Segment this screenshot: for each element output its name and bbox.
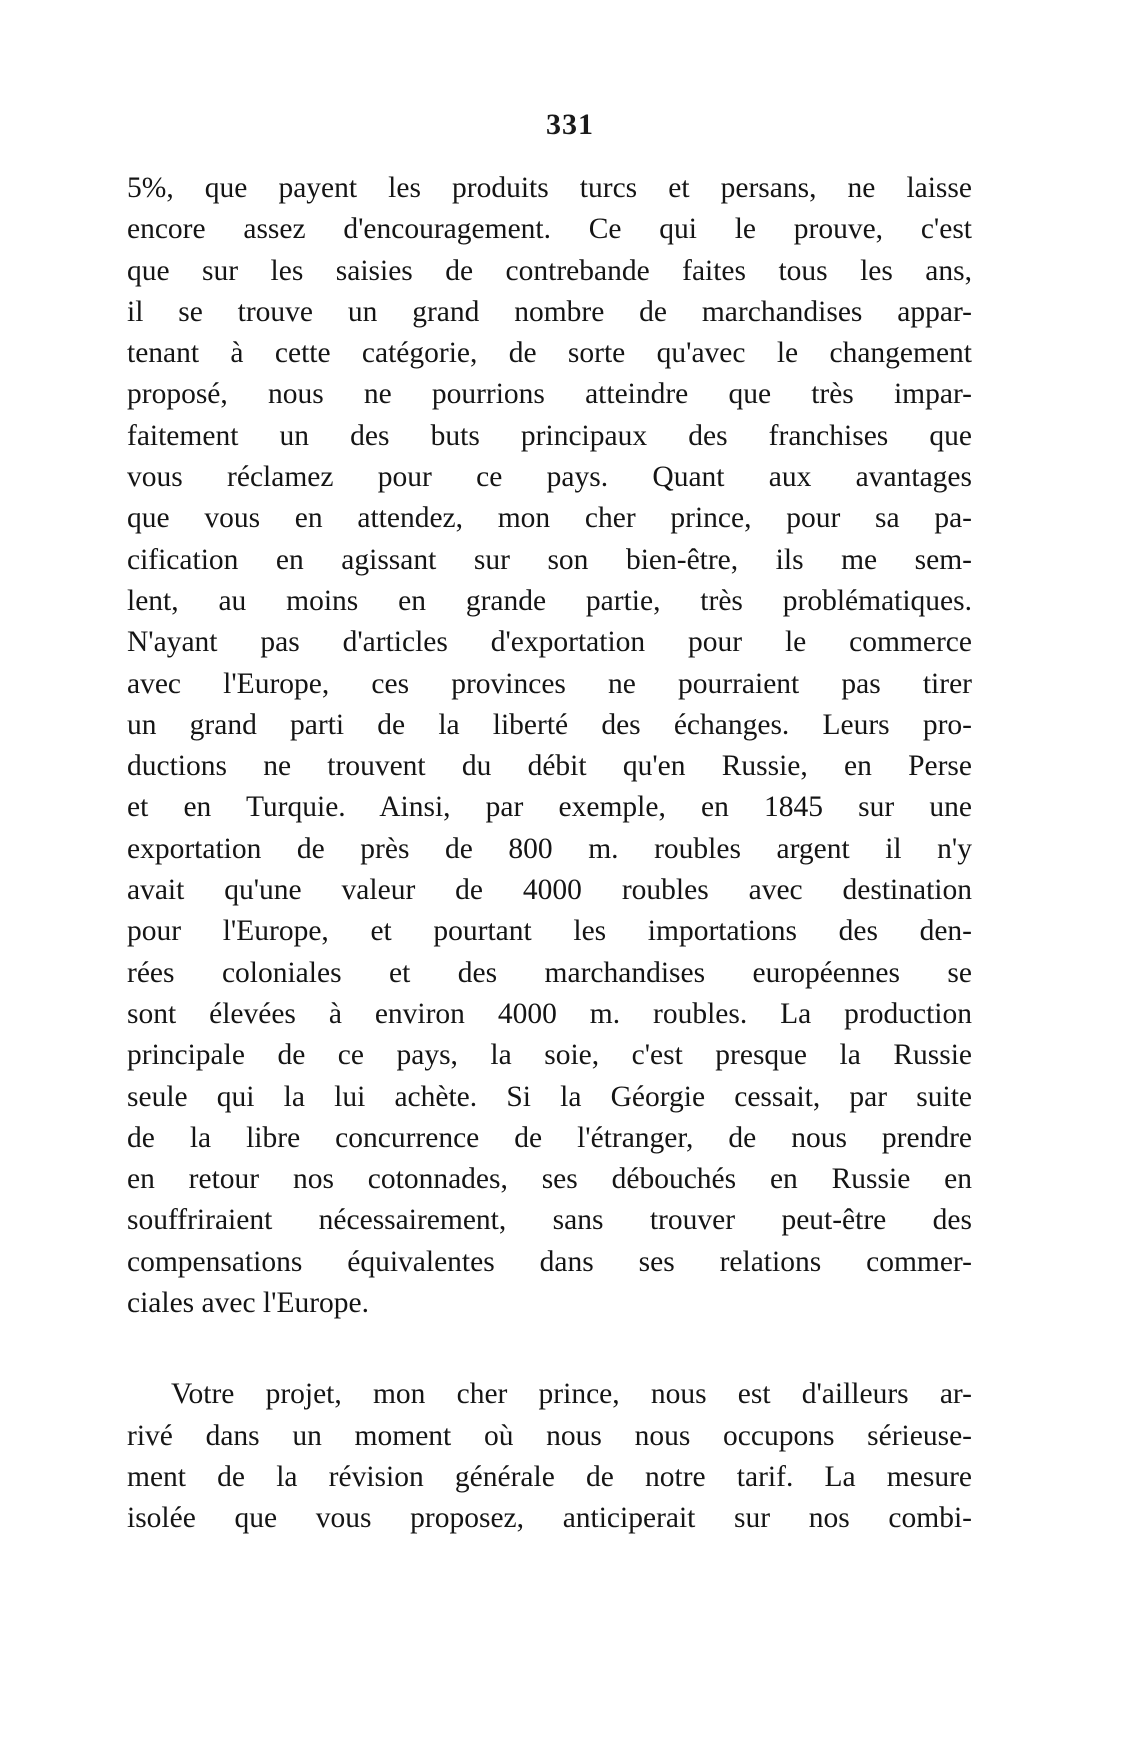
text-line: isolée que vous proposez, anticiperait sur nos combi-	[127, 1502, 972, 1535]
text-line: N'ayant pas d'articles d'exportation pour le commerce	[127, 626, 972, 659]
body-text	[127, 168, 972, 1540]
text-line: cification en agissant sur son bien-être, ils me sem-	[127, 543, 972, 576]
text-line: avait qu'une valeur de 4000 roubles avec destination	[127, 874, 972, 907]
text-line: 5%, que payent les produits turcs et persans, ne laisse	[127, 172, 972, 204]
text-line: que sur les saisies de contrebande faites tous les ans,	[127, 254, 972, 287]
text-line: vous réclamez pour ce pays. Quant aux avantages	[127, 461, 972, 494]
text-line: que vous en attendez, mon cher prince, pour sa pa-	[127, 502, 972, 535]
text-line: principale de ce pays, la soie, c'est presque la Russie	[127, 1039, 972, 1072]
text-line: proposé, nous ne pourrions atteindre que très impar-	[127, 378, 972, 411]
text-line: rivé dans un moment où nous nous occupons sérieuse-	[127, 1419, 972, 1452]
text-line: sont élevées à environ 4000 m. roubles. La production	[127, 997, 972, 1030]
text-line: souffriraient nécessairement, sans trouver peut-être des	[127, 1204, 972, 1237]
text-line: compensations équivalentes dans ses relations commer-	[127, 1245, 972, 1278]
text-line: en retour nos cotonnades, ses débouchés en Russie en	[127, 1163, 972, 1196]
text-line: un grand parti de la liberté des échanges. Leurs pro-	[127, 708, 972, 741]
text-line: exportation de près de 800 m. roubles argent il n'y	[127, 832, 972, 865]
text-line: Votre projet, mon cher prince, nous est d'ailleurs ar-	[171, 1378, 972, 1411]
paragraph-1	[127, 168, 972, 1324]
text-line: seule qui la lui achète. Si la Géorgie cessait, par suite	[127, 1080, 972, 1113]
text-line: et en Turquie. Ainsi, par exemple, en 1845 sur une	[127, 791, 972, 824]
text-line: ciales avec l'Europe.	[127, 1287, 370, 1320]
text-line: faitement un des buts principaux des franchises que	[127, 419, 972, 452]
page-number: 331	[546, 108, 594, 141]
text-line: avec l'Europe, ces provinces ne pourraient pas tirer	[127, 667, 972, 700]
paragraph-gap	[127, 1324, 972, 1374]
text-line: pour l'Europe, et pourtant les importations des den-	[127, 915, 972, 948]
text-line: encore assez d'encouragement. Ce qui le prouve, c'est	[127, 213, 972, 246]
text-line: il se trouve un grand nombre de marchandises appar-	[127, 295, 972, 328]
text-line: tenant à cette catégorie, de sorte qu'avec le changement	[127, 337, 972, 370]
text-line: ment de la révision générale de notre tarif. La mesure	[127, 1460, 972, 1493]
text-line: rées coloniales et des marchandises européennes se	[127, 956, 972, 989]
text-line: lent, au moins en grande partie, très problématiques.	[127, 584, 972, 617]
text-line: de la libre concurrence de l'étranger, de nous prendre	[127, 1121, 972, 1154]
paragraph-2	[127, 1374, 972, 1539]
text-line: ductions ne trouvent du débit qu'en Russie, en Perse	[127, 750, 972, 783]
